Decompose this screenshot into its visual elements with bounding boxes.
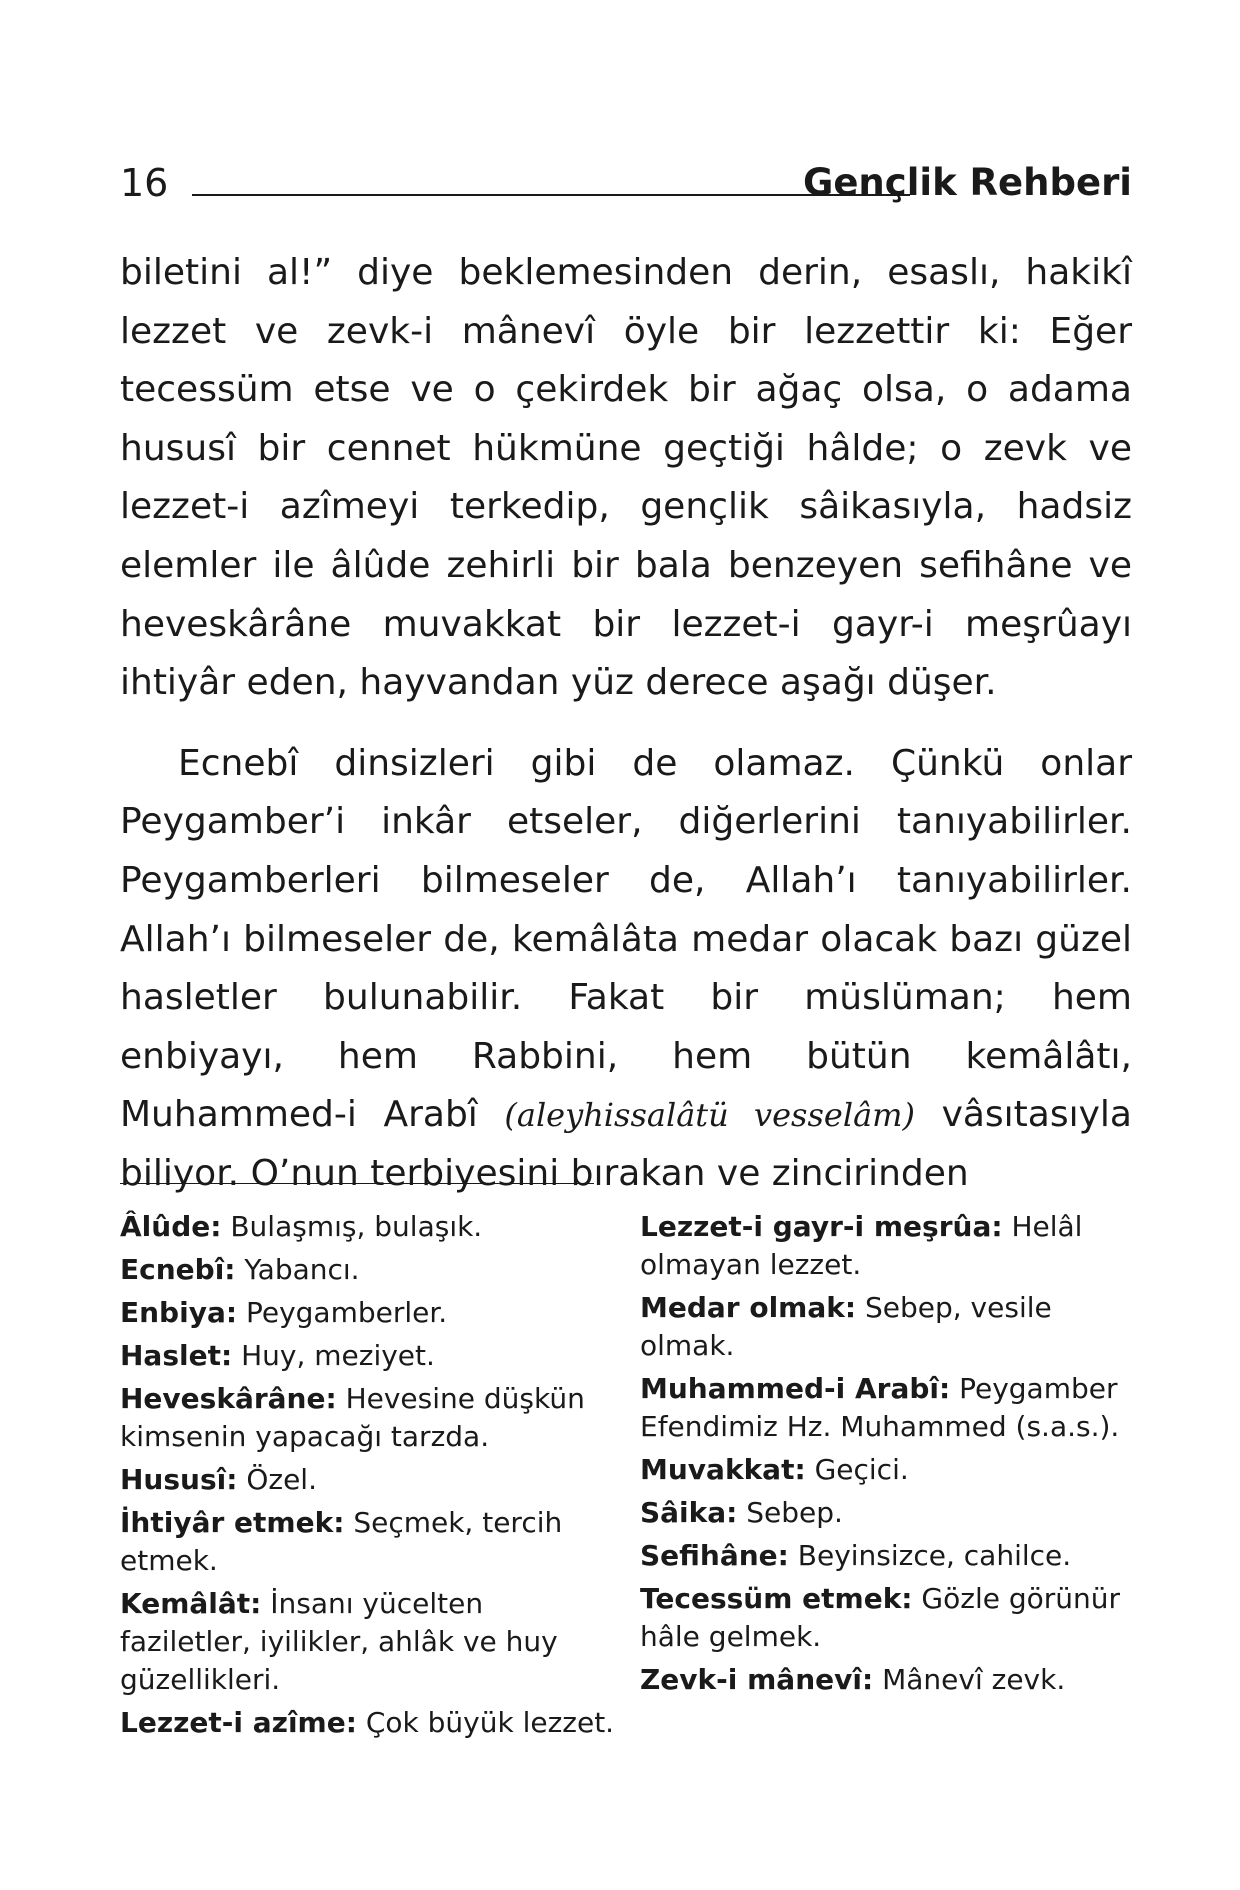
glossary-entry (120, 1585, 620, 1699)
glossary-definition: Seçmek, tercih etmek. (120, 1506, 563, 1577)
glossary-definition: Hevesine düşkün kimsenin yapacağı tarzda. (120, 1382, 585, 1453)
glossary-term: Hususî: (120, 1463, 238, 1496)
glossary-term: Lezzet-i azîme: (120, 1706, 357, 1739)
glossary-definition: Bulaşmış, bulaşık. (230, 1210, 483, 1243)
glossary-entry (640, 1370, 1140, 1446)
glossary-term: Muhammed-i Arabî: (640, 1372, 951, 1405)
glossary-entry (640, 1580, 1140, 1656)
paragraph-2 (120, 735, 1132, 1204)
paragraph-1: biletini al!” diye beklemesinden derin, esaslı, hakikî lezzet ve zevk-i mânevî öyle bir lezzettir ki: Eğer tecessüm etse ve o çekirdek bir ağaç olsa, o adama hususî bir cennet hükmüne geçtiği hâlde; o zevk ve lezzet-i azîmeyi terkedip, gençlik sâikasıyla, hadsiz elemler ile âlûde zehirli bir bala benzeyen sefihâne ve heveskârâne muvakkat bir lezzet-i gayr-i meşrûayı ihtiyâr eden, hayvandan yüz derece aşağı düşer. (120, 252, 1132, 704)
glossary-entry (640, 1661, 1140, 1699)
glossary-entry (640, 1494, 1140, 1532)
glossary-term: İhtiyâr etmek: (120, 1506, 345, 1539)
glossary-term: Sâika: (640, 1496, 738, 1529)
glossary-term: Haslet: (120, 1339, 233, 1372)
footnote-rule (120, 1183, 594, 1184)
glossary-definition: Peygamberler. (245, 1296, 448, 1329)
glossary-entry (120, 1704, 620, 1742)
glossary-entry (120, 1251, 620, 1289)
glossary-entry (640, 1208, 1140, 1284)
glossary-right-column (640, 1208, 1140, 1704)
glossary-entry (120, 1380, 620, 1456)
glossary-entry (120, 1337, 620, 1375)
glossary-term: Zevk-i mânevî: (640, 1663, 874, 1696)
glossary-definition: Gözle görünür hâle gelmek. (640, 1582, 1121, 1653)
paragraph-2-part-1: Ecnebî dinsizleri gibi de olamaz. Çünkü onlar Peygamber’i inkâr etseler, diğerlerini tanıyabilirler. Peygamberleri bilmeseler de, Allah’ı tanıyabilirler. Allah’ı bilmeseler de, kemâlâta medar olacak bazı güzel hasletler bulunabilir. Fakat bir müslüman; hem enbiyayı, hem Rabbini, hem bütün kemâlâtı, Muhammed-i Arabî (120, 742, 1132, 1136)
book-title: Gençlik Rehberi (802, 161, 1132, 204)
glossary-entry (640, 1289, 1140, 1365)
glossary-term: Muvakkat: (640, 1453, 806, 1486)
main-text (120, 244, 1132, 1204)
glossary-term: Medar olmak: (640, 1291, 857, 1324)
page-header (120, 158, 1132, 208)
glossary-definition: Sebep, vesile olmak. (640, 1291, 1052, 1362)
glossary-definition: Mânevî zevk. (882, 1663, 1066, 1696)
glossary-definition: İnsanı yücelten faziletler, iyilikler, ahlâk ve huy güzellikleri. (120, 1587, 558, 1696)
glossary-definition: Çok büyük lezzet. (365, 1706, 615, 1739)
page-number: 16 (120, 161, 169, 205)
glossary-definition: Peygamber Efendimiz Hz. Muhammed (s.a.s.). (640, 1372, 1120, 1443)
glossary-definition: Sebep. (746, 1496, 843, 1529)
glossary-term: Tecessüm etmek: (640, 1582, 913, 1615)
glossary-left-column (120, 1208, 620, 1747)
glossary-entry (120, 1504, 620, 1580)
glossary-entry (640, 1537, 1140, 1575)
glossary-term: Sefihâne: (640, 1539, 789, 1572)
glossary-term: Heveskârâne: (120, 1382, 337, 1415)
glossary-definition: Geçici. (814, 1453, 909, 1486)
glossary-term: Ecnebî: (120, 1253, 236, 1286)
glossary-term: Enbiya: (120, 1296, 238, 1329)
glossary-term: Âlûde: (120, 1210, 222, 1243)
glossary-term: Kemâlât: (120, 1587, 262, 1620)
paragraph-2-part-2: vâsıtasıyla biliyor. O’nun terbiyesini bırakan ve zincirinden (120, 1094, 1132, 1194)
glossary-definition: Beyinsizce, cahilce. (797, 1539, 1072, 1572)
glossary-definition: Yabancı. (244, 1253, 360, 1286)
glossary-entry (120, 1294, 620, 1332)
glossary-definition: Helâl olmayan lezzet. (640, 1210, 1083, 1281)
salutation-note: (aleyhissalâtü vesselâm) (504, 1096, 915, 1135)
glossary-definition: Huy, meziyet. (241, 1339, 435, 1372)
glossary-entry (120, 1461, 620, 1499)
glossary-term: Lezzet-i gayr-i meşrûa: (640, 1210, 1003, 1243)
glossary-entry (120, 1208, 620, 1246)
glossary-definition: Özel. (246, 1463, 317, 1496)
glossary-entry (640, 1451, 1140, 1489)
